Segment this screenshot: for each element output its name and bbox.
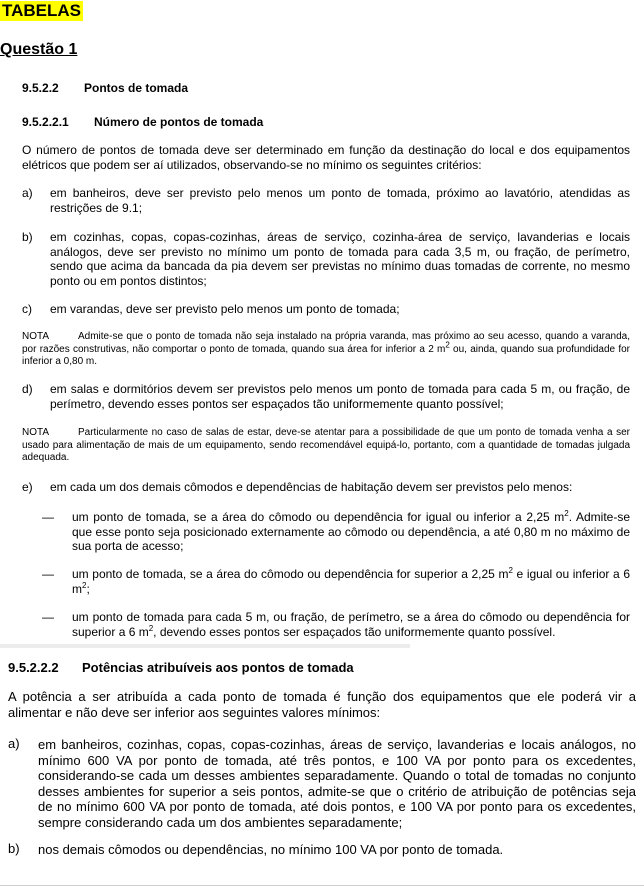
section-heading-9-5-2-2 bbox=[22, 81, 630, 96]
dash-bullet: — bbox=[42, 510, 54, 524]
sub-item-1 bbox=[72, 510, 630, 554]
intro-paragraph-2: A potência a ser atribuída a cada ponto de tomada é função dos equipamentos que ele poderá vir a alimentar e não deve ser inferior aos seguintes valores mínimos: bbox=[8, 689, 636, 720]
sub-item-2-text: um ponto de tomada, se a área do cômodo ou dependência for superior a 2,25 m bbox=[72, 567, 509, 581]
item-label-d: d) bbox=[22, 382, 33, 396]
item-a-text: em banheiros, deve ser previsto pelo menos um ponto de tomada, próximo ao lavatório, atendidas as restrições de 9.1; bbox=[50, 186, 630, 215]
item-c-text: em varandas, deve ser previsto pelo menos um ponto de tomada; bbox=[50, 302, 400, 316]
section-heading-9-5-2-2-2 bbox=[8, 660, 616, 675]
item-label-a: a) bbox=[22, 186, 33, 200]
item-e-text: em cada um dos demais cômodos e dependências de habitação devem ser previstos pelo menos: bbox=[50, 480, 573, 494]
superscript: 2 bbox=[508, 566, 513, 575]
superscript: 2 bbox=[564, 509, 569, 518]
dash-bullet: — bbox=[42, 610, 54, 624]
dash-bullet: — bbox=[42, 567, 54, 581]
intro-paragraph: O número de pontos de tomada deve ser determinado em função da destinação do local e dos equipamentos elétricos que podem ser aí utilizados, observando-se no mínimo os seguintes critérios: bbox=[22, 143, 630, 172]
item-label-b: b) bbox=[8, 841, 20, 856]
section-number: 9.5.2.2.1 bbox=[22, 115, 69, 129]
page-header-title: TABELAS bbox=[2, 1, 82, 20]
item-d-text: em salas e dormitórios devem ser previstos pelo menos um ponto de tomada para cada 5 m, ou fração, de perímetro, devendo esses pontos ser espaçados tão uniformemente quanto possível; bbox=[50, 382, 630, 411]
question-title: Questão 1 bbox=[0, 41, 78, 58]
item-b-text: em cozinhas, copas, copas-cozinhas, áreas de serviço, cozinha-área de serviço, lavanderias e locais análogos, deve ser previsto no mínimo um ponto de tomada para cada 3,5 m, ou fração, de perímetro, sendo que acima da bancada da pia devem ser previstas no mínimo duas tomadas de corrente, no mesmo ponto ou em pontos distintos; bbox=[50, 230, 630, 288]
section-title: Número de pontos de tomada bbox=[94, 115, 264, 129]
section-title: Pontos de tomada bbox=[84, 81, 189, 95]
note-2 bbox=[22, 427, 630, 465]
note-text-cont: ou, ainda, quando sua profundidade for inferior a 0,80 m. bbox=[22, 343, 630, 367]
power-item-a-text: em banheiros, cozinhas, copas, copas-cozinhas, áreas de serviço, lavanderias e locais análogos, no mínimo 600 VA por ponto de tomada, até três pontos, e 100 VA por ponto para os excedentes, considerando-se cada um desses ambientes separadamente. Quando o total de tomadas no conjunto desses ambientes for superior a seis pontos, admite-se que o critério de atribuição de potências seja de no mínimo 600 VA por ponto de tomada, até dois pontos, e 100 VA por ponto para os excedentes, sempre considerando cada um dos ambientes separadamente; bbox=[38, 737, 636, 830]
sub-item-1-text: um ponto de tomada, se a área do cômodo ou dependência for igual ou inferior a 2,25 m bbox=[72, 510, 565, 524]
item-label-e: e) bbox=[22, 480, 33, 494]
superscript: 2 bbox=[445, 340, 450, 350]
item-label-a: a) bbox=[8, 736, 20, 751]
sub-item-3-text: um ponto de tomada para cada 5 m, ou fração, de perímetro, se a área do cômodo ou dependência for superior a 6 m bbox=[72, 610, 630, 639]
superscript: 2 bbox=[82, 580, 87, 590]
section-number: 9.5.2.2.2 bbox=[8, 660, 59, 675]
section-title: Potências atribuíveis aos pontos de tomada bbox=[82, 660, 354, 675]
sub-item-2-text-end: ; bbox=[86, 581, 90, 596]
item-label-b: b) bbox=[22, 230, 33, 244]
note-label: NOTA bbox=[22, 331, 50, 342]
note-text: Particularmente no caso de salas de estar, deve-se atentar para a possibilidade de que um ponto de tomada venha a ser usado para alimentação de mais de um equipamento, sendo recomendável equipá-lo, portanto, com a quantidade de tomadas julgada adequada. bbox=[22, 427, 630, 463]
sub-item-2 bbox=[72, 567, 630, 596]
power-item-b-text: nos demais cômodos ou dependências, no mínimo 100 VA por ponto de tomada. bbox=[38, 842, 504, 857]
section-heading-9-5-2-2-1 bbox=[22, 115, 630, 130]
section-divider bbox=[0, 644, 410, 648]
page-bottom-rule bbox=[0, 885, 644, 886]
note-1 bbox=[22, 331, 630, 369]
sub-item-2-text-cont: e igual ou inferior a 6 m bbox=[72, 567, 631, 596]
section-number: 9.5.2.2 bbox=[22, 81, 59, 95]
sub-item-1-text-cont: . Admite-se que esse ponto seja posicionado externamente ao cômodo ou dependência, a até 0,80 m no máximo de sua porta de acesso; bbox=[72, 510, 630, 553]
note-label: NOTA bbox=[22, 427, 50, 438]
sub-item-3-text-cont: , devendo esses pontos ser espaçados tão uniformemente quanto possível. bbox=[153, 624, 556, 639]
note-text: Admite-se que o ponto de tomada não seja instalado na própria varanda, mas próximo ao seu acesso, quando a varanda, por razões construtivas, não comportar o ponto de tomada, quando sua área for inferior a 2 m bbox=[22, 331, 630, 355]
item-label-c: c) bbox=[22, 302, 32, 316]
superscript: 2 bbox=[148, 623, 154, 633]
sub-item-3 bbox=[72, 610, 630, 639]
